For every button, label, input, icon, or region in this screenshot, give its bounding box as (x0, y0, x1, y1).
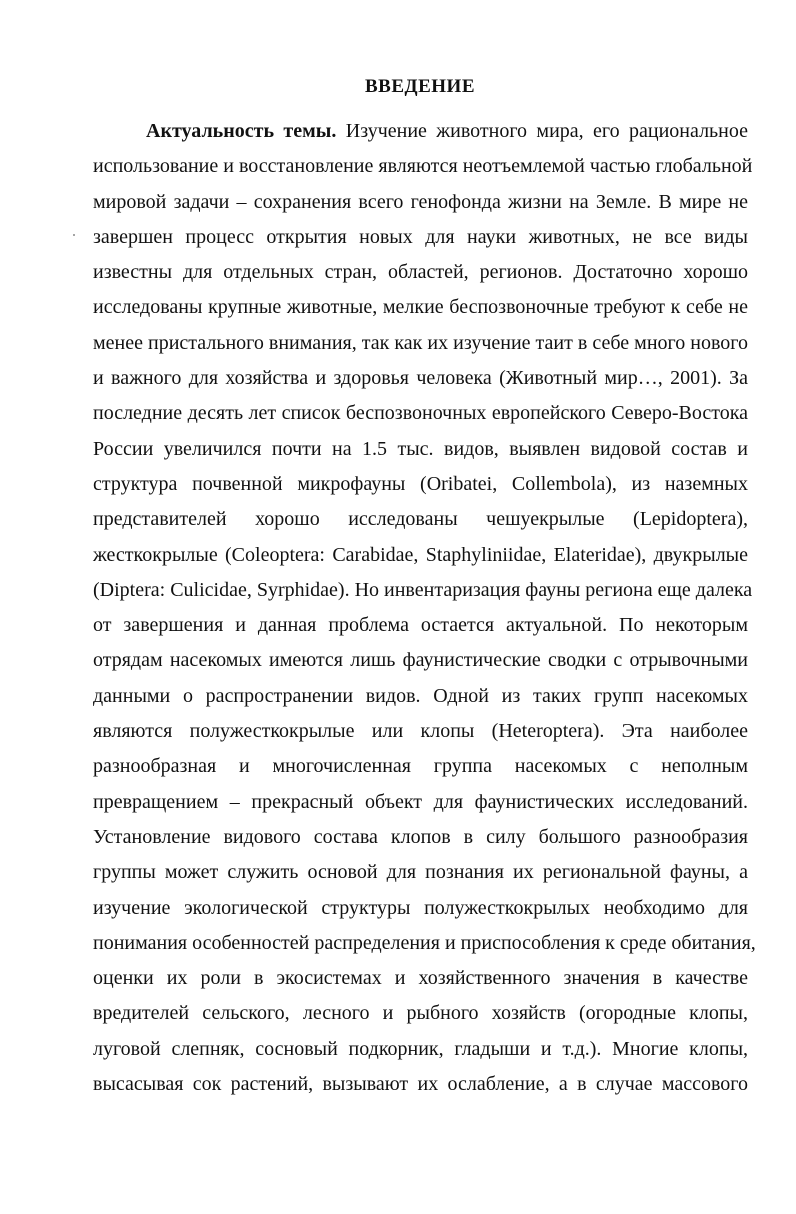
text-line: структура почвенной микрофауны (Oribatei, Collembola), из наземных (93, 472, 748, 495)
text-line: оценки их роли в экосистемах и хозяйственного значения в качестве (93, 967, 748, 990)
text-line: отрядам насекомых имеются лишь фаунистические сводки с отрывочными (93, 649, 748, 672)
text-line: луговой слепняк, сосновый подкорник, гладыши и т.д.). Многие клопы, (93, 1037, 748, 1060)
text-line: изучение экологической структуры полужесткокрылых необходимо для (93, 896, 748, 919)
text-line: вредителей сельского, лесного и рыбного хозяйств (огородные клопы, (93, 1002, 748, 1025)
lead-label: Актуальность темы. (146, 120, 337, 142)
text-line: исследованы крупные животные, мелкие беспозвоночные требуют к себе не (93, 296, 748, 319)
text-line: от завершения и данная проблема остается актуальной. По некоторым (93, 614, 748, 637)
scan-speck (73, 234, 75, 236)
text-line: мировой задачи – сохранения всего генофонда жизни на Земле. В мире не (93, 190, 748, 213)
text-line: являются полужесткокрылые или клопы (Heteroptera). Эта наиболее (93, 720, 748, 743)
text-line (93, 114, 748, 149)
text-line: известны для отдельных стран, областей, регионов. Достаточно хорошо (93, 261, 748, 284)
text-line: России увеличился почти на 1.5 тыс. видов, выявлен видовой состав и (93, 437, 748, 460)
text-line: превращением – прекрасный объект для фаунистических исследований. (93, 790, 748, 813)
text-line: данными о распространении видов. Одной из таких групп насекомых (93, 684, 748, 707)
text-line: разнообразная и многочисленная группа насекомых с неполным (93, 755, 748, 778)
text-line: высасывая сок растений, вызывают их ослабление, а в случае массового (93, 1073, 748, 1096)
body-paragraph (93, 114, 756, 1102)
text-line: Установление видового состава клопов в силу большого разнообразия (93, 825, 748, 848)
text-line: понимания особенностей распределения и приспособления к среде обитания, (93, 931, 756, 954)
text-line: представителей хорошо исследованы чешуекрылые (Lepidoptera), (93, 508, 748, 531)
text-line: менее пристального внимания, так как их изучение таит в себе много нового (93, 331, 748, 354)
text-line: группы может служить основой для познания их региональной фауны, а (93, 861, 748, 884)
text-line: завершен процесс открытия новых для науки животных, не все виды (93, 225, 748, 248)
text-line: последние десять лет список беспозвоночных европейского Северо-Востока (93, 402, 748, 425)
page-title: ВВЕДЕНИЕ (365, 76, 475, 97)
text-line: жесткокрылые (Coleoptera: Carabidae, Staphyliniidae, Elateridae), двукрылые (93, 543, 748, 566)
text-line: (Diptera: Culicidae, Syrphidae). Но инвентаризация фауны региона еще далека (93, 578, 753, 601)
text-line: использование и восстановление являются неотъемлемой частью глобальной (93, 155, 753, 178)
text-line: и важного для хозяйства и здоровья человека (Животный мир…, 2001). За (93, 367, 748, 390)
text-line-content: Изучение животного мира, его рациональное (336, 120, 748, 142)
